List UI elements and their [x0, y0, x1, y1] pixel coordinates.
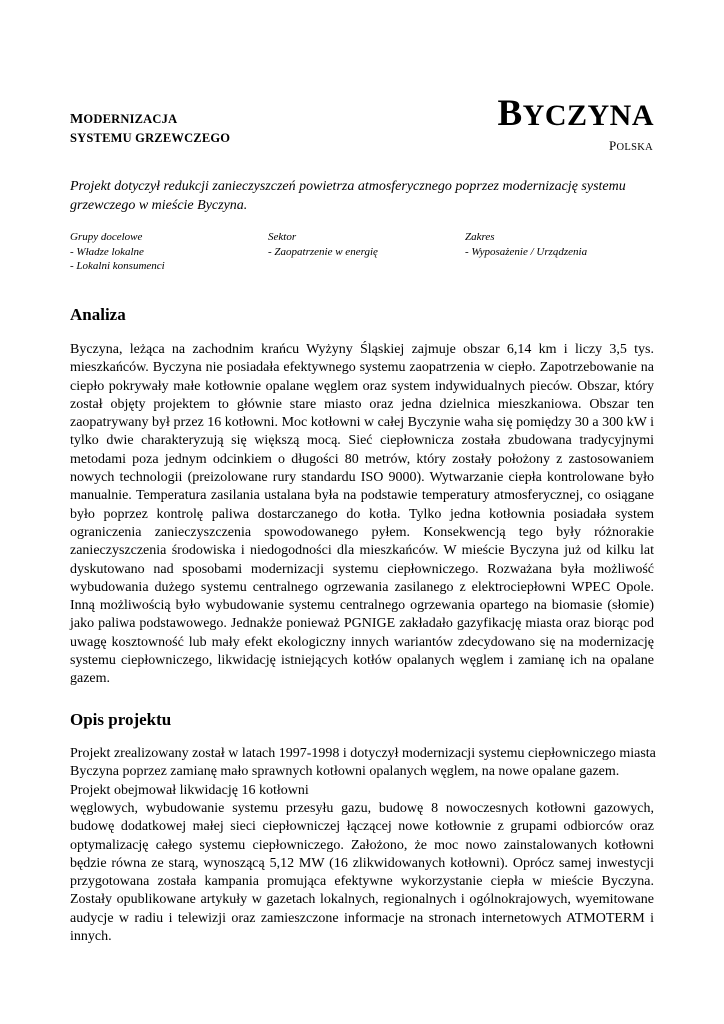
intro-summary: Projekt dotyczył redukcji zanieczyszczeń powietrza atmosferycznego poprzez modernizację systemu grzewczego w mieście Byczyna. — [70, 179, 626, 213]
project-heading: Opis projektu — [70, 710, 172, 729]
project-paragraph-part1: Projekt zrealizowany został w latach 1997-1998 i dotyczył modernizacji systemu ciepłowniczego miasta Byczyna poprzez zamianę mało sprawnych kotłowni opalanych węglem, na nowe opalane gazem. Projekt obejmował likwidację 16 kotłowni — [70, 746, 656, 798]
title-initial: M — [70, 112, 84, 127]
country-initial: P — [608, 138, 617, 153]
analysis-heading: Analiza — [70, 305, 126, 324]
country-rest: OLSKA — [616, 142, 653, 153]
document-title — [70, 110, 230, 148]
meta-sector — [268, 230, 378, 259]
title-rest: ODERNIZACJA — [83, 112, 178, 126]
meta-item: - Władze lokalne — [70, 245, 144, 258]
meta-label: Sektor — [268, 231, 297, 243]
city-name — [497, 92, 654, 135]
meta-target-groups — [70, 230, 165, 274]
meta-item: - Lokalni konsumenci — [70, 260, 165, 272]
analysis-paragraph: Byczyna, leżąca na zachodnim krańcu Wyżyny Śląskiej zajmuje obszar 6,14 km i liczy 3,5 tys. mieszkańców. Byczyna nie posiadała efektywnego systemu zaopatrzenia w ciepło. Zapotrzebowanie na ciepło pokrywały małe kotłownie opalane węglem oraz system indywidualnych pieców. Obszar, który został objęty projektem to głównie stare miasto oraz jedna dzielnica mieszkaniowa. Obszar ten zaopatrywany był przez 16 kotłowni. Moc kotłowni w całej Byczynie waha się pomiędzy 30 a 300 kW i tylko dwie charakteryzują się większą mocą. Sieć ciepłownicza została zbudowana tradycyjnymi metodami poza jednym odcinkiem o długości 80 metrów, który zostały położony z zastosowaniem nowych technologii (preizolowane rury standardu ISO 9000). Wytwarzanie ciepła kontrolowane było manualnie. Temperatura zasilania ustalana była na podstawie temperatury atmosferycznej, co osiągane było poprzez kontrolę paliwa dostarczanego do kotła. Tylko jedna kotłownia posiadała system ograniczenia zanieczyszczenia spowodowanego pyłem. Konsekwencją tego były różnorakie zanieczyszczenia środowiska i niedogodności dla mieszkańców. W mieście Byczyna już od kilku lat dyskutowano nad sposobami modernizacji systemu ciepłowniczego. Rozważana była możliwość wybudowania dużego systemu centralnego ogrzewania zasilanego z elektrociepłowni WPEC Opole. Inną możliwością było wybudowanie systemu centralnego ogrzewania opartego na biomasie (słomie) jako paliwa podstawowego. Jednakże ponieważ PGNIGE zakładało gazyfikację miasta oraz biorąc pod uwagę kosztowność lub mały efekt ekologiczny innych wariantów zdecydowano się na modernizację systemu ciepłowniczego, likwidację istniejących kotłów opalanych węglem i zamianę ich na opalane gazem. — [70, 342, 654, 687]
meta-item: - Zaopatrzenie w energię — [268, 245, 378, 258]
project-paragraph-part2: węglowych, wybudowanie systemu przesyłu gazu, budowę 8 nowoczesnych kotłowni gazowych, budowę dodatkowej małej sieci ciepłowniczej łączącej nowe kotłownie z grupami odbiorców oraz optymalizację całego systemu ciepłowniczego. Założono, że moc nowo zainstalowanych kotłowni będzie równa ze starą, wynoszącą 5,12 MW (16 zlikwidowanych kotłowni). Oprócz samej inwestycji przygotowana została kampania promująca efektywne wykorzystanie ciepła w mieście Byczyna. Zostały opublikowane artykuły w gazetach lokalnych, regionalnych i ogólnokrajowych, wyemitowane audycje w radiu i telewizji oraz zamieszczone informacje na stronach internetowych ATMOTERM i innych. — [70, 801, 654, 945]
meta-label: Grupy docelowe — [70, 231, 143, 243]
meta-item: - Wyposażenie / Urządzenia — [465, 245, 588, 258]
meta-label: Zakres — [465, 231, 495, 243]
city-rest: YCZYNA — [522, 99, 654, 132]
city-initial: B — [497, 93, 523, 134]
title-line-1 — [70, 110, 230, 129]
country-name — [609, 138, 653, 154]
title-line-2: SYSTEMU GRZEWCZEGO — [70, 131, 231, 145]
meta-scope — [465, 230, 587, 259]
